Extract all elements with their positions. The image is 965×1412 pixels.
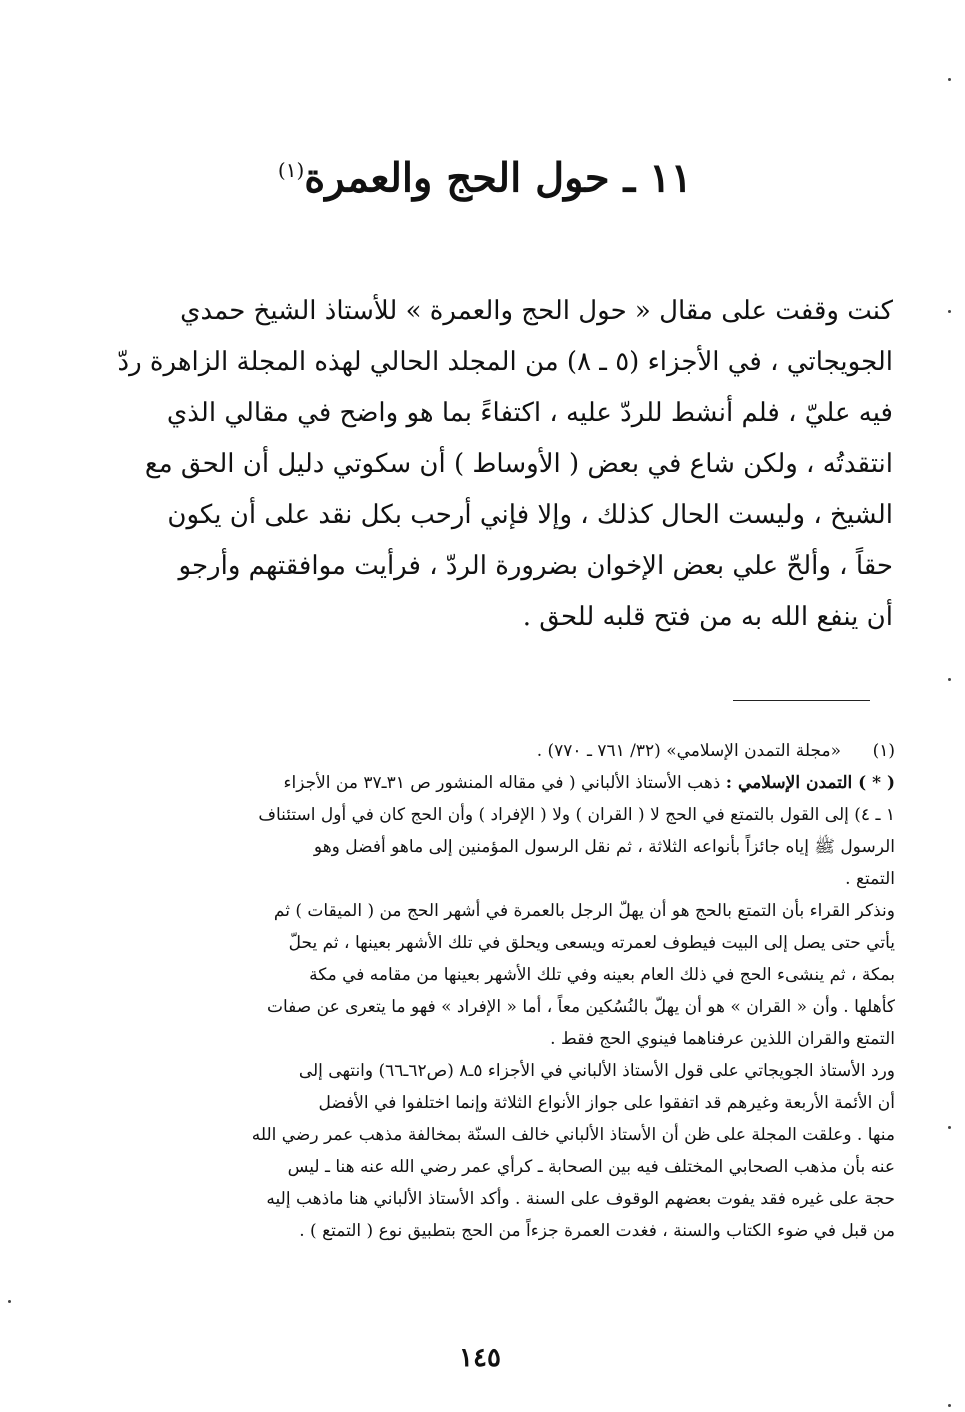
editor-note-marker: ( * ) التمدن الإسلامي : [725,773,895,793]
footnote-citation: «مجلة التمدن الإسلامي» (٣٢/ ٧٦١ ـ ٧٧٠) . [536,741,841,761]
editor-note-line: ١ ـ ٤) إلى القول بالتمتع في الحج لا ( القران ) ولا ( الإفراد ) وأن الحج كان في أول استئناف [258,805,895,825]
editor-note-line: من قبل في ضوء الكتاب والسنة ، فغدت العمرة جزءاً من الحج بتطبيق نوع ( التمتع ) . [299,1221,895,1241]
body-paragraph [78,286,893,643]
editor-note-line: أن الأئمة الأربعة وغيرهم قد اتفقوا على جواز الأنواع الثلاثة وإنما اختلفوا في الأفضل [318,1093,895,1113]
scan-speck [948,1404,951,1407]
editor-note-line: التمتع . [845,869,895,889]
footnotes-section [95,735,895,1247]
editor-note-line: عنه بأن مذهب الصحابي المختلف فيه بين الصحابة ـ كرأي عمر رضي الله عنه هنا ـ ليس [287,1157,895,1177]
footnote-1 [95,735,895,767]
body-line: فيه عليّ ، فلم أنشط للردّ عليه ، اكتفاءً بما هو واضح في مقالي الذي [166,398,893,428]
body-line: أن ينفع الله به من فتح قلبه للحق . [522,602,893,632]
body-line: كنت وقفت على مقال « حول الحج والعمرة » للأستاذ الشيخ حمدي [180,296,893,326]
scan-speck [948,78,951,81]
editor-note-line: ورد الأستاذ الجويجاتي على قول الأستاذ الألباني في الأجزاء ٥ـ٨ (ص٦٢ـ٦٦) وانتهى إلى [298,1061,895,1081]
editor-note-text: ذهب الأستاذ الألباني ( في مقاله المنشور ص ٣١ـ٣٧ من الأجزاء [283,773,721,793]
body-line: الشيخ ، وليست الحال كذلك ، وإلا فإني أرحب بكل نقد على أن يكون [167,500,893,530]
chapter-title [80,140,890,208]
title-footnote-ref: (١) [277,158,305,182]
scan-speck [948,310,951,313]
footnote-divider [733,700,870,701]
editor-note-line [95,767,895,799]
scan-speck [948,678,951,681]
scan-speck [8,1300,11,1303]
body-line: انتقدتُه ، ولكن شاع في بعض ( الأوساط ) أن سكوتي دليل أن الحق مع [144,449,893,479]
page-number: ١٤٥ [459,1343,501,1373]
editor-note-line: كأهلها . وأن « القران » هو أن يهلّ بالنُسُكين معاً ، أما « الإفراد » فهو ما يتعرى عن صفات [267,997,895,1017]
editor-note-line: حجة على غيره فقد يفوت بعضهم الوقوف على السنة . وأكد الأستاذ الألباني هنا ماذهب إليه [266,1189,895,1209]
editor-note-line: ونذكر القراء بأن التمتع بالحج هو أن يهلّ الرجل بالعمرة في أشهر الحج من ( الميقات ) ثم [273,901,895,921]
editor-note-line: يأتي حتى يصل إلى البيت فيطوف لعمرته ويسعى ويحلق في تلك الأشهر بعينها ، ثم يحلّ [288,933,895,953]
body-line: حقاً ، وألحّ علي بعض الإخوان بضرورة الردّ ، فرأيت موافقتهم وأرجو [178,551,893,581]
editor-note-line: منها . وعلقت المجلة على ظن أن الأستاذ الألباني خالف السنّة بمخالفة مذهب عمر رضي الله [251,1125,895,1145]
editor-note-line: بمكة ، ثم ينشىء الحج في ذلك العام بعينه وفي تلك الأشهر بعينها من مقامه في مكة [309,965,895,985]
editor-note-line: التمتع والقران اللذين عرفناهما فينوي الحج فقط . [550,1029,895,1049]
footnote-number: (١) [872,741,895,761]
editor-note-line: الرسول ﷺ إياه جائزاً بأنواعه الثلاثة ، ثم نقل الرسول المؤمنين إلى ماهو أفضل وهو [313,837,895,857]
body-line: الجويجاتي ، في الأجزاء (٥ ـ ٨) من المجلد الحالي لهذه المجلة الزاهرة ردّ [117,347,893,377]
scan-speck [948,1126,951,1129]
chapter-title-text: ١١ ـ حول الحج والعمرة [304,154,693,202]
